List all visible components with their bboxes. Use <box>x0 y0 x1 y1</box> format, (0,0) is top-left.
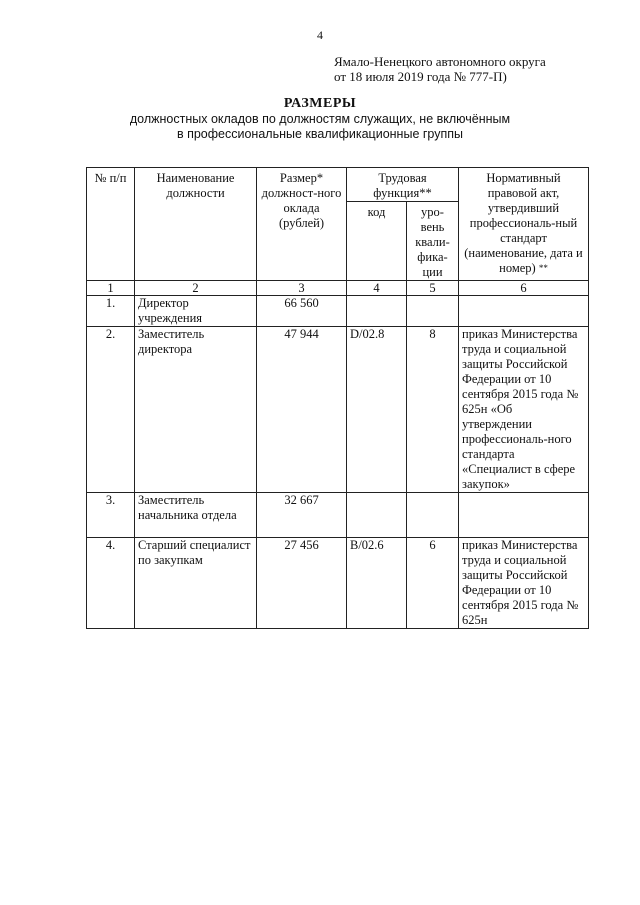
row-code <box>347 493 407 538</box>
document-subtitle <box>0 112 640 142</box>
row-salary: 66 560 <box>257 296 347 327</box>
table-row <box>87 327 589 493</box>
header-act-mark: ** <box>538 263 548 273</box>
table-header-row <box>87 168 589 202</box>
table-row <box>87 538 589 629</box>
row-name: Директор учреждения <box>135 296 257 327</box>
row-act <box>459 296 589 327</box>
header-name: Наименование должности <box>135 168 257 281</box>
header-function: Трудовая функция** <box>347 168 459 202</box>
column-number: 5 <box>407 281 459 296</box>
subtitle-line-2: в профессиональные квалификационные группы <box>176 127 464 141</box>
page-number: 4 <box>317 28 323 42</box>
column-number-row <box>87 281 589 296</box>
row-act: приказ Министерства труда и социальной защиты Российской Федерации от 10 сентября 2015 года № 625н <box>459 538 589 629</box>
row-salary: 32 667 <box>257 493 347 538</box>
row-name: Старший специалист по закупкам <box>135 538 257 629</box>
header-code: код <box>347 202 407 281</box>
row-level <box>407 493 459 538</box>
row-num: 2. <box>87 327 135 493</box>
salary-table <box>86 167 589 629</box>
row-name: Заместитель начальника отдела <box>135 493 257 538</box>
row-num: 1. <box>87 296 135 327</box>
subtitle-line-1: должностных окладов по должностям служащих, не включённым <box>129 112 511 126</box>
column-number: 2 <box>135 281 257 296</box>
column-number: 4 <box>347 281 407 296</box>
table-row <box>87 493 589 538</box>
header-salary: Размер* должност-ного оклада (рублей) <box>257 168 347 281</box>
row-code <box>347 296 407 327</box>
header-level: уро-вень квали-фика-ции <box>407 202 459 281</box>
row-num: 3. <box>87 493 135 538</box>
row-salary: 47 944 <box>257 327 347 493</box>
row-code: B/02.6 <box>347 538 407 629</box>
header-act-text: Нормативный правовой акт, утвердивший профессиональ-ный стандарт (наименование, дата и номер) <box>464 171 583 275</box>
row-salary: 27 456 <box>257 538 347 629</box>
row-level: 6 <box>407 538 459 629</box>
header-num: № п/п <box>87 168 135 281</box>
column-number: 1 <box>87 281 135 296</box>
table-row <box>87 296 589 327</box>
header-line-2: от 18 июля 2019 года № 777-П) <box>334 69 507 84</box>
row-num: 4. <box>87 538 135 629</box>
header-act <box>459 168 589 281</box>
header-line-1: Ямало-Ненецкого автономного округа <box>334 54 546 69</box>
header-block <box>334 54 594 84</box>
row-code: D/02.8 <box>347 327 407 493</box>
row-level: 8 <box>407 327 459 493</box>
row-level <box>407 296 459 327</box>
row-act: приказ Министерства труда и социальной защиты Российской Федерации от 10 сентября 2015 года № 625н «Об утверждении профессиональ-ного стандарта «Специалист в сфере закупок» <box>459 327 589 493</box>
column-number: 3 <box>257 281 347 296</box>
column-number: 6 <box>459 281 589 296</box>
document-title: РАЗМЕРЫ <box>283 96 357 111</box>
row-name: Заместитель директора <box>135 327 257 493</box>
row-act <box>459 493 589 538</box>
